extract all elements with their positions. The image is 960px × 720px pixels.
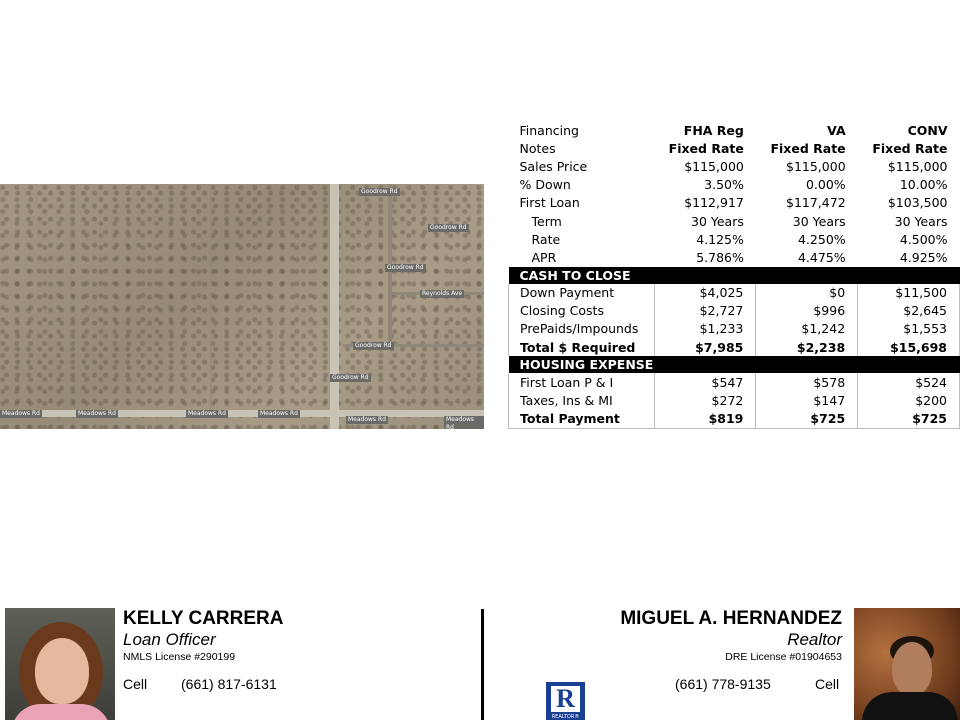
realtor-logo-icon [546, 682, 585, 720]
table-header-row [509, 121, 960, 139]
column-header-fha: FHA Reg [683, 122, 744, 138]
cell-value: 5.786% [696, 249, 744, 265]
cell-value: $112,917 [684, 195, 744, 211]
cell-value: $4,025 [654, 284, 756, 302]
cell-value: $2,238 [756, 338, 858, 356]
row-label: Term [531, 213, 562, 229]
road-label: Goodrow Rd [361, 188, 398, 195]
road-label: Reynolds Ave [422, 290, 463, 297]
cell-value: Fixed Rate [770, 140, 846, 156]
table-row [509, 391, 960, 409]
cell-value: $115,000 [684, 158, 744, 174]
row-label: Down Payment [509, 284, 655, 302]
cell-value: 4.475% [797, 249, 846, 265]
table-row [509, 212, 960, 230]
aerial-map-image [0, 184, 484, 429]
cell-value: $117,472 [786, 195, 846, 211]
cell-value: $2,645 [858, 302, 960, 320]
loan-officer-photo [5, 608, 115, 720]
table-row [509, 139, 960, 157]
road-label: Meadows Rd [188, 410, 226, 417]
cell-value: 10.00% [899, 177, 948, 193]
road-vertical [330, 184, 339, 429]
loan-officer-phone-label: Cell [123, 676, 148, 692]
table-row [509, 248, 960, 266]
column-header-va: VA [827, 122, 846, 138]
realtor-phone[interactable]: (661) 778-9135 [675, 676, 771, 692]
road-label: Meadows Rd [348, 416, 386, 423]
realtor-title: Realtor [787, 630, 842, 649]
cell-value: $547 [654, 373, 756, 391]
cell-value: $272 [654, 391, 756, 409]
cell-value: $1,242 [756, 320, 858, 338]
table-row [509, 157, 960, 175]
cell-value: 4.925% [899, 249, 948, 265]
loan-officer-title: Loan Officer [123, 630, 216, 649]
table-row [509, 320, 960, 338]
row-label: First Loan [519, 195, 580, 211]
row-label: APR [531, 249, 557, 265]
cell-value: $200 [858, 391, 960, 409]
cell-value: 4.125% [696, 231, 744, 247]
table-row-total [509, 410, 960, 429]
section-band-cash-to-close [509, 267, 960, 284]
table-row [509, 284, 960, 302]
cell-value: $103,500 [887, 195, 948, 211]
cell-value: 4.500% [899, 231, 948, 247]
header-label: Financing [519, 122, 579, 138]
cell-value: $1,233 [654, 320, 756, 338]
cell-value: $725 [756, 410, 858, 429]
cell-value: $2,727 [654, 302, 756, 320]
realtor-photo [854, 608, 960, 720]
road-label: Goodrow Rd [355, 342, 392, 349]
loan-officer-name: KELLY CARRERA [123, 608, 284, 629]
row-label: Total $ Required [509, 338, 655, 356]
row-label: First Loan P & I [509, 373, 655, 391]
cell-value: $578 [756, 373, 858, 391]
table-row [509, 302, 960, 320]
cell-value: Fixed Rate [668, 140, 744, 156]
cell-value: $147 [756, 391, 858, 409]
realtor-phone-label: Cell [815, 676, 840, 692]
table-row [509, 194, 960, 212]
footer-divider [481, 609, 484, 720]
road-label: Meadows Rd [78, 410, 116, 417]
column-header-conv: CONV [907, 122, 948, 138]
cell-value: $819 [654, 410, 756, 429]
cell-value: $11,500 [858, 284, 960, 302]
cell-value: $115,000 [786, 158, 846, 174]
road-label: Goodrow Rd [430, 224, 467, 231]
cell-value: 0.00% [805, 177, 846, 193]
cell-value: $115,000 [887, 158, 948, 174]
row-label: % Down [519, 177, 571, 193]
road-label: Goodrow Rd [387, 264, 424, 271]
road-horizontal [0, 410, 484, 417]
realtor-logo-letter: R [551, 686, 580, 712]
cell-value: 30 Years [691, 213, 744, 229]
trail [70, 184, 72, 410]
financing-table [508, 121, 960, 429]
road-label: Meadows Rd [2, 410, 40, 417]
cell-value: 30 Years [792, 213, 846, 229]
section-title: HOUSING EXPENSE [509, 356, 960, 373]
row-label: Sales Price [519, 158, 588, 174]
cell-value: $7,985 [654, 338, 756, 356]
row-label: PrePaids/Impounds [509, 320, 655, 338]
cell-value: $524 [858, 373, 960, 391]
road-label: Meadows Rd [260, 410, 298, 417]
loan-officer-phone[interactable]: (661) 817-6131 [181, 676, 277, 692]
road-label: Goodrow Rd [332, 374, 369, 381]
cell-value: $0 [756, 284, 858, 302]
row-label: Closing Costs [509, 302, 655, 320]
road-label: Meadows Rd [444, 416, 484, 429]
row-label: Taxes, Ins & MI [509, 391, 655, 409]
section-band-housing-expense [509, 356, 960, 373]
cell-value: 30 Years [894, 213, 948, 229]
table-row [509, 230, 960, 248]
realtor-logo-caption: REALTOR® [551, 714, 580, 720]
cell-value: Fixed Rate [872, 140, 948, 156]
row-label: Rate [531, 231, 561, 247]
cell-value: $725 [858, 410, 960, 429]
loan-officer-license: NMLS License #290199 [123, 651, 236, 663]
cell-value: 3.50% [704, 177, 744, 193]
cell-value: $15,698 [858, 338, 960, 356]
trail [210, 184, 212, 410]
realtor-name: MIGUEL A. HERNANDEZ [620, 608, 842, 629]
cell-value: $1,553 [858, 320, 960, 338]
table-row-total [509, 338, 960, 356]
section-title: CASH TO CLOSE [509, 267, 960, 284]
row-label: Notes [519, 140, 556, 156]
realtor-license: DRE License #01904653 [725, 651, 842, 663]
cell-value: 4.250% [797, 231, 846, 247]
table-row [509, 373, 960, 391]
table-row [509, 176, 960, 194]
row-label: Total Payment [509, 410, 655, 429]
cell-value: $996 [756, 302, 858, 320]
